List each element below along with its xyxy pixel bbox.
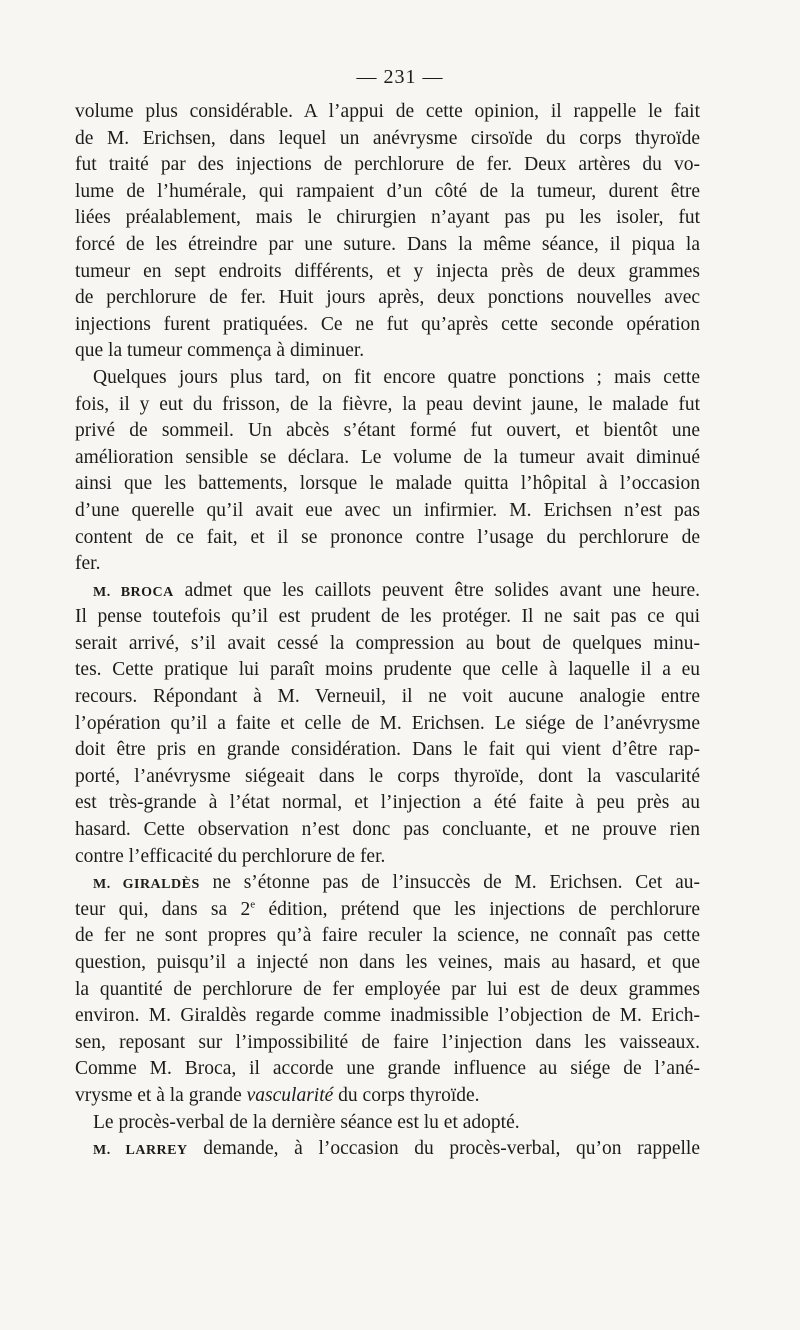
text-line (75, 365, 700, 392)
line-text: fer. (75, 553, 101, 575)
line-text: serait arrivé, s’il avait cessé la compression au bout de quelques minu- (75, 632, 700, 654)
superscript: e (250, 898, 256, 911)
line-text: forcé de les étreindre par une suture. Dans la même séance, il piqua la (75, 233, 700, 255)
line-text: la quantité de perchlorure de fer employée par lui est de deux grammes (75, 978, 700, 1000)
line-text: environ. M. Giraldès regarde comme inadmissible l’objection de M. Erich- (75, 1005, 700, 1027)
text-line (75, 737, 700, 764)
line-text: tumeur en sept endroits différents, et y injecta près de deux grammes (75, 260, 700, 282)
text-line (75, 525, 700, 552)
text-line (75, 1056, 700, 1083)
text-line (75, 604, 700, 631)
text-line (75, 285, 700, 312)
text-line (75, 578, 700, 605)
text-line (75, 790, 700, 817)
line-text: d’une querelle qu’il avait eue avec un infirmier. M. Erichsen n’est pas (75, 499, 700, 521)
line-text: volume plus considérable. A l’appui de cette opinion, il rappelle le fait (75, 101, 700, 122)
text-line (75, 126, 700, 153)
edition-number: 2 (240, 898, 251, 920)
text-line (75, 764, 700, 791)
text-line (75, 684, 700, 711)
line-text: amélioration sensible se déclara. Le volume de la tumeur avait diminué (75, 446, 700, 468)
line-text: Comme M. Broca, il accorde une grande influence au siége de l’ané- (75, 1058, 700, 1080)
line-text: demande, à l’occasion du procès-verbal, qu’on rappelle (187, 1138, 700, 1160)
text-line (75, 923, 700, 950)
speaker-name: M. BROCA (93, 584, 174, 600)
text-line (75, 445, 700, 472)
line-text: Quelques jours plus tard, on fit encore quatre ponctions ; mais cette (93, 366, 700, 388)
line-text: doit être pris en grande considération. Dans le fait qui vient d’être rap- (75, 739, 700, 761)
line-text: est très-grande à l’état normal, et l’injection a été faite à peu près au (75, 792, 700, 814)
text-line (75, 1110, 700, 1137)
text-line (75, 312, 700, 339)
line-text: ainsi que les battements, lorsque le malade quitta l’hôpital à l’occasion (75, 473, 700, 495)
text-line (75, 977, 700, 1004)
text-line (75, 418, 700, 445)
line-text-continued: édition, prétend que les injections de perchlorure (255, 898, 700, 920)
line-text: l’opération qu’il a faite et celle de M. Erichsen. Le siége de l’anévrysme (75, 712, 700, 734)
text-line (75, 631, 700, 658)
text-line (75, 179, 700, 206)
line-text: injections furent pratiquées. Ce ne fut qu’après cette seconde opération (75, 313, 700, 335)
text-line (75, 950, 700, 977)
line-text: sen, reposant sur l’impossibilité de faire l’injection dans les vaisseaux. (75, 1031, 700, 1053)
italic-term: vascularité (246, 1084, 334, 1106)
line-text: privé de sommeil. Un abcès s’étant formé fut ouvert, et bientôt une (75, 420, 700, 442)
text-line (75, 338, 700, 365)
text-line (75, 1030, 700, 1057)
text-line (75, 870, 700, 897)
text-line (75, 844, 700, 871)
line-text: teur qui, dans sa (75, 898, 241, 920)
body-text (75, 99, 700, 1163)
line-text: contre l’efficacité du perchlorure de fer. (75, 845, 386, 867)
line-text: de perchlorure de fer. Huit jours après, deux ponctions nouvelles avec (75, 287, 700, 309)
text-line (75, 897, 700, 924)
line-text: admet que les caillots peuvent être solides avant une heure. (173, 579, 700, 601)
line-text: fois, il y eut du frisson, de la fièvre, la peau devint jaune, le malade fut (75, 393, 700, 415)
text-line (75, 152, 700, 179)
text-line (75, 1003, 700, 1030)
line-text: liées préalablement, mais le chirurgien n’ayant pas pu les isoler, fut (75, 207, 700, 229)
line-text: recours. Répondant à M. Verneuil, il ne voit aucune analogie entre (75, 686, 700, 708)
text-line (75, 1083, 700, 1110)
line-text: de M. Erichsen, dans lequel un anévrysme cirsoïde du corps thyroïde (75, 127, 700, 149)
text-line (75, 99, 700, 126)
line-text: porté, l’anévrysme siégeait dans le corps thyroïde, dont la vascularité (75, 765, 700, 787)
text-line (75, 1136, 700, 1163)
line-text: question, puisqu’il a injecté non dans les veines, mais au hasard, et que (75, 952, 700, 973)
line-text: que la tumeur commença à diminuer. (75, 340, 365, 362)
speaker-name: M. GIRALDÈS (93, 877, 200, 893)
line-text: fut traité par des injections de perchlorure de fer. Deux artères du vo- (75, 154, 700, 176)
text-line (75, 498, 700, 525)
text-line (75, 657, 700, 684)
line-text: tes. Cette pratique lui paraît moins prudente que celle à laquelle il a eu (75, 659, 700, 681)
text-line (75, 392, 700, 419)
line-text: de fer ne sont propres qu’à faire reculer la science, ne connaît pas cette (75, 925, 700, 947)
line-text-continued: du corps thyroïde. (333, 1084, 480, 1106)
line-text: Le procès-verbal de la dernière séance est lu et adopté. (93, 1111, 520, 1133)
text-line (75, 259, 700, 286)
text-line (75, 471, 700, 498)
page-number: — 231 — (356, 66, 444, 88)
line-text: vrysme et à la grande (75, 1084, 247, 1106)
line-text: Il pense toutefois qu’il est prudent de les protéger. Il ne sait pas ce qui (75, 606, 700, 628)
text-line (75, 205, 700, 232)
line-text: lume de l’humérale, qui rampaient d’un côté de la tumeur, durent être (75, 180, 700, 202)
text-line (75, 551, 700, 578)
line-text: content de ce fait, et il se prononce contre l’usage du perchlorure de (75, 526, 700, 548)
text-line (75, 711, 700, 738)
speaker-name: M. LARREY (93, 1143, 188, 1159)
text-line (75, 817, 700, 844)
text-line (75, 232, 700, 259)
line-text: ne s’étonne pas de l’insuccès de M. Erichsen. Cet au- (199, 872, 700, 894)
line-text: hasard. Cette observation n’est donc pas concluante, et ne prouve rien (75, 819, 700, 841)
